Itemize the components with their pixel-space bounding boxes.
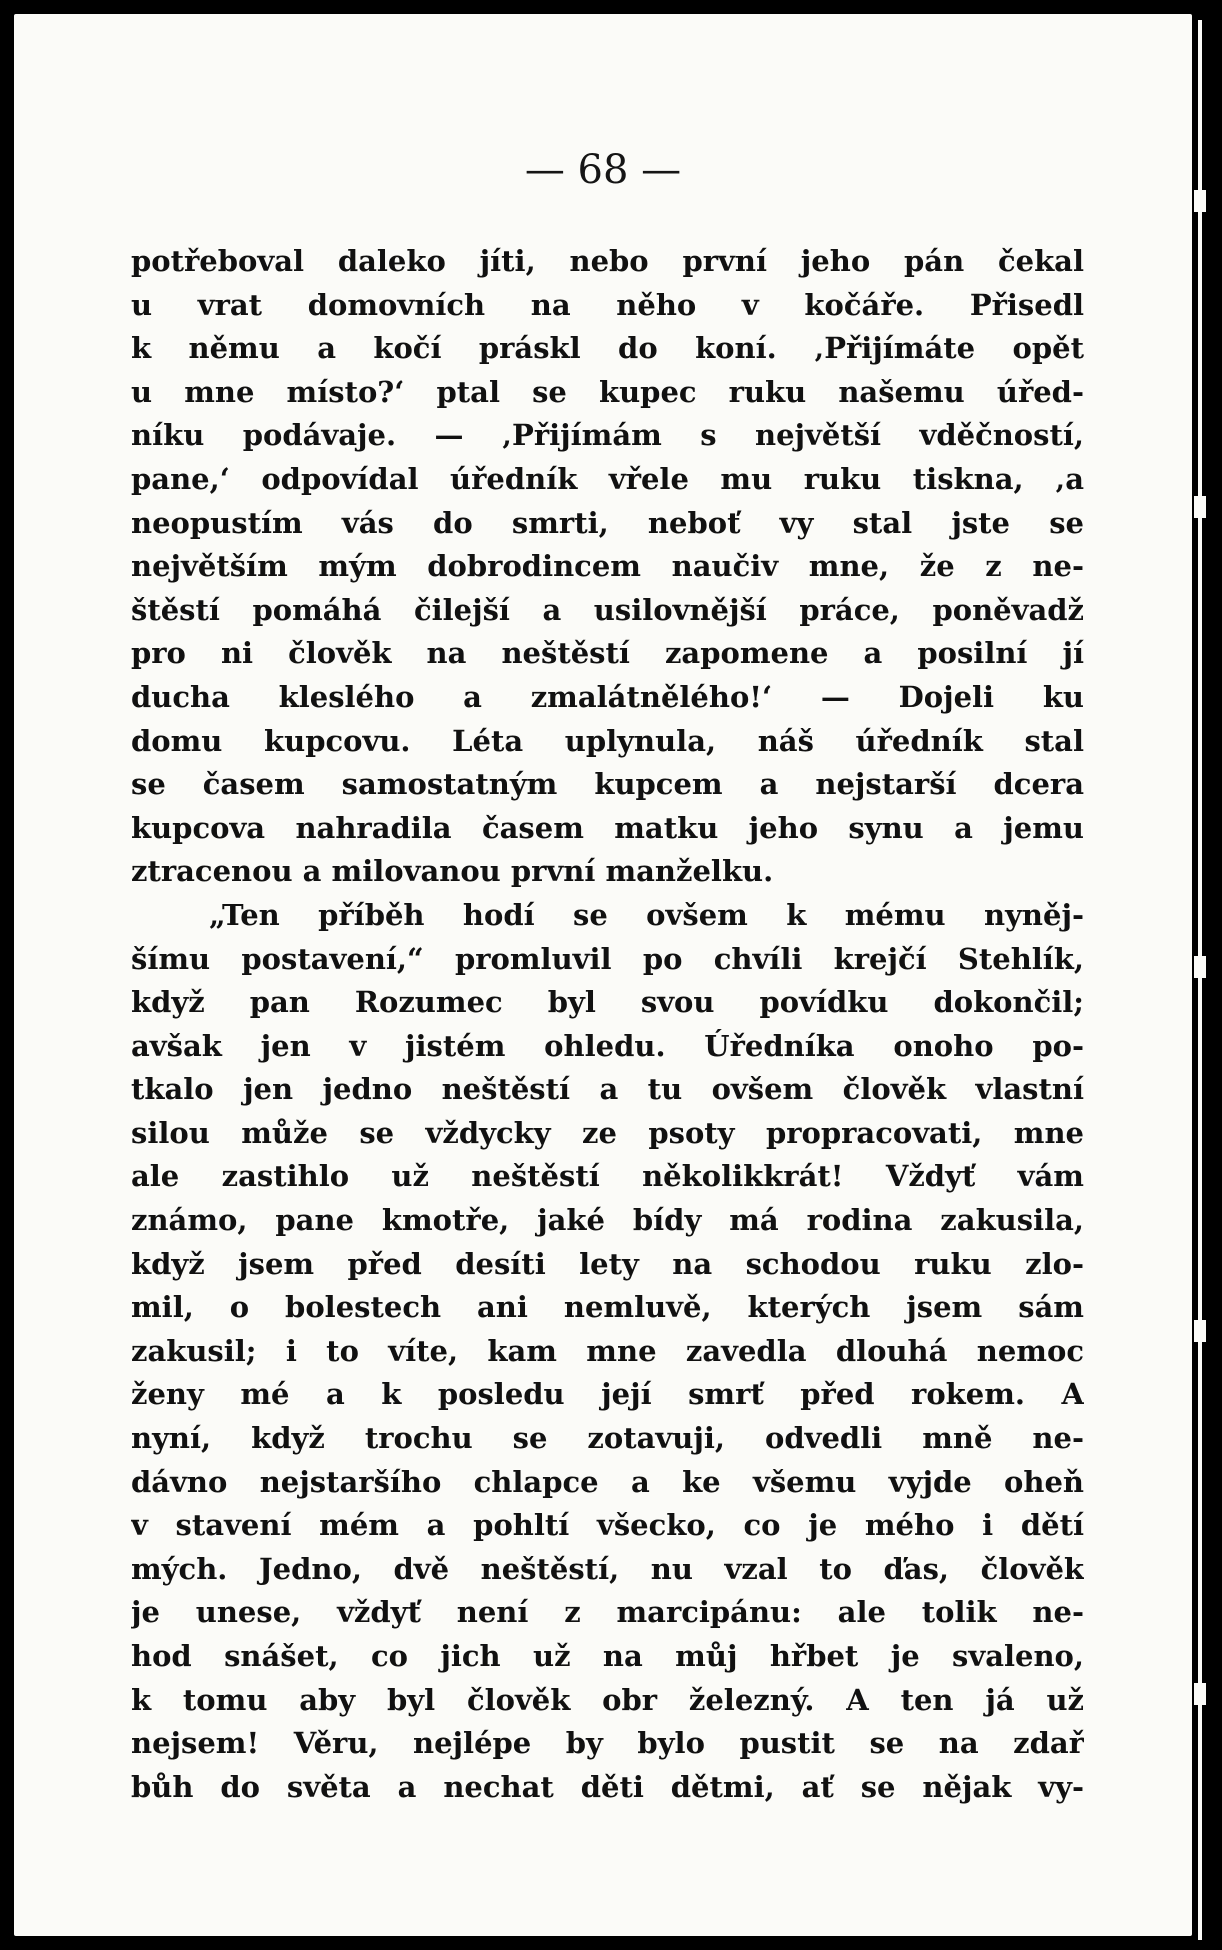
text-line: k tomu aby byl člověk obr železný. A ten já už: [131, 1682, 1084, 1717]
page-number: — 68 —: [524, 147, 682, 193]
text-line: ztracenou a milovanou první manželku.: [131, 854, 774, 889]
text-line: mých. Jedno, dvě neštěstí, nu vzal to ďas, člověk: [131, 1551, 1084, 1586]
text-line: známo, pane kmotře, jaké bídy má rodina zakusila,: [131, 1203, 1084, 1238]
page-binding-edge: [1198, 20, 1202, 1940]
text-line: kupcova nahradila časem matku jeho synu a jemu: [131, 810, 1084, 845]
text-line: největším mým dobrodincem naučiv mne, že z ne-: [131, 549, 1084, 584]
text-line: zakusil; i to víte, kam mne zavedla dlouhá nemoc: [131, 1333, 1084, 1368]
text-line: ducha kleslého a zmalátnělého!‘ — Dojeli ku: [131, 679, 1084, 714]
text-line: ale zastihlo už neštěstí několikkrát! Vždyť vám: [131, 1159, 1084, 1194]
text-line: štěstí pomáhá čilejší a usilovnější práce, poněvadž: [131, 592, 1084, 627]
text-line: když pan Rozumec byl svou povídku dokončil;: [131, 985, 1084, 1020]
body-text: [131, 240, 1084, 1809]
text-line: domu kupcovu. Léta uplynula, náš úředník stal: [131, 723, 1084, 758]
text-line: u mne místo?‘ ptal se kupec ruku našemu úřed-: [131, 374, 1084, 409]
text-line: ženy mé a k posledu její smrť před rokem. A: [131, 1377, 1084, 1412]
text-line: u vrat domovních na něho v kočáře. Přisedl: [131, 287, 1084, 322]
binding-notch: [1194, 190, 1206, 212]
text-line: nyní, když trochu se zotavuji, odvedli mně ne-: [131, 1421, 1084, 1456]
text-line: „Ten příběh hodí se ovšem k mému nyněj-: [209, 897, 1084, 932]
binding-notch: [1194, 956, 1206, 978]
text-line: se časem samostatným kupcem a nejstarší dcera: [131, 767, 1084, 802]
text-line: v stavení mém a pohltí všecko, co je mého i dětí: [131, 1508, 1084, 1543]
text-line: je unese, vždyť není z marcipánu: ale tolik ne-: [131, 1595, 1084, 1630]
binding-notch: [1194, 1683, 1206, 1705]
text-line: dávno nejstaršího chlapce a ke všemu vyjde oheň: [131, 1464, 1084, 1499]
text-line: níku podávaje. — ‚Přijímám s největší vděčností,: [131, 418, 1084, 453]
text-line: šímu postavení,“ promluvil po chvíli krejčí Stehlík,: [131, 941, 1084, 976]
binding-notch: [1194, 1320, 1206, 1342]
text-line: avšak jen v jistém ohledu. Úředníka onoho po-: [131, 1028, 1084, 1063]
text-line: pro ni člověk na neštěstí zapomene a posilní jí: [131, 636, 1084, 671]
text-line: hod snášet, co jich už na můj hřbet je svaleno,: [131, 1639, 1084, 1673]
text-line: neopustím vás do smrti, neboť vy stal jste se: [131, 505, 1084, 540]
text-line: k němu a kočí práskl do koní. ‚Přijímáte opět: [131, 331, 1084, 366]
book-page: [14, 14, 1192, 1936]
text-line: pane,‘ odpovídal úředník vřele mu ruku tiskna, ‚a: [131, 461, 1084, 496]
text-line: mil, o bolestech ani nemluvě, kterých jsem sám: [131, 1290, 1084, 1325]
text-line: tkalo jen jedno neštěstí a tu ovšem člověk vlastní: [131, 1072, 1084, 1107]
text-line: bůh do světa a nechat děti dětmi, ať se nějak vy-: [131, 1769, 1084, 1804]
binding-notch: [1194, 496, 1206, 518]
text-line: když jsem před desíti lety na schodou ruku zlo-: [131, 1246, 1084, 1281]
text-line: silou může se vždycky ze psoty propracovati, mne: [131, 1115, 1084, 1150]
text-line: potřeboval daleko jíti, nebo první jeho pán čekal: [131, 244, 1084, 278]
text-line: nejsem! Věru, nejlépe by bylo pustit se na zdař: [131, 1726, 1084, 1761]
